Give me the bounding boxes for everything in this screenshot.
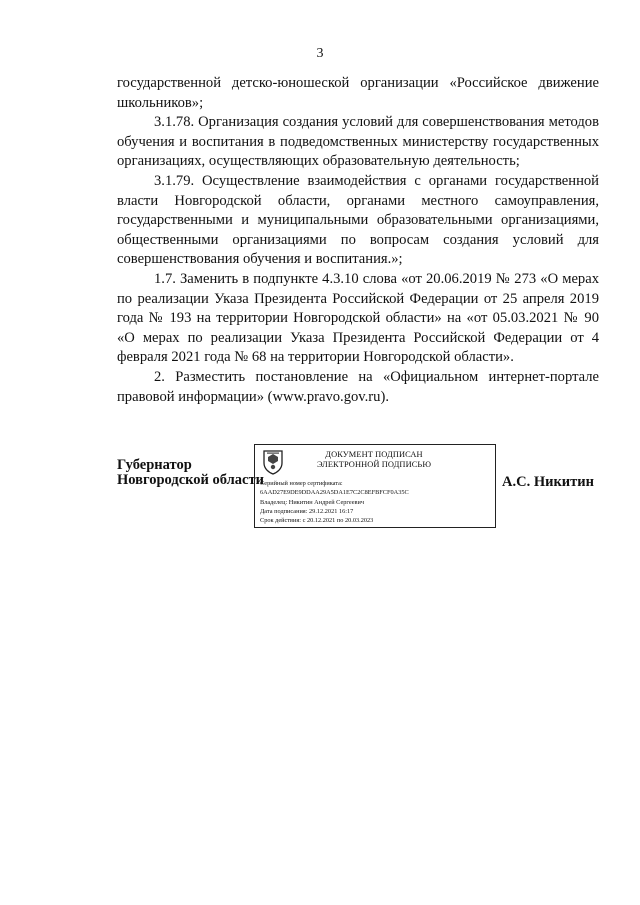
stamp-validity: Срок действия: с 20.12.2021 по 20.03.2023 (260, 517, 374, 525)
stamp-cert-label: Серийный номер сертификата: (260, 480, 343, 487)
paragraph-continuation: государственной детско-юношеской организации «Российское движение школьников»; (117, 75, 599, 111)
paragraph-3-1-79: 3.1.79. Осуществление взаимодействия с органами государственной власти Новгородской области, органами местного самоуправления, государственными и муниципальными образовательными организациями, общественными организациями по вопросам создания условий для совершенствования обучения и воспитания.»; (117, 172, 599, 268)
signer-position (117, 458, 264, 488)
stamp-title-line1: ДОКУМЕНТ ПОДПИСАН (325, 450, 423, 459)
coat-of-arms-icon (261, 449, 285, 475)
signature-block (0, 444, 640, 534)
document-body (117, 74, 599, 407)
stamp-signed-date: Дата подписания: 29.12.2021 16:17 (260, 507, 354, 515)
paragraph-3-1-78: 3.1.78. Организация создания условий для совершенствования методов обучения и воспитания в подведомственных министерству государственных организациях, осуществляющих образовательную деятельность; (117, 114, 599, 170)
signer-name: А.С. Никитин (502, 474, 594, 490)
signer-position-line1: Губернатор (117, 457, 192, 473)
page-number: 3 (316, 46, 324, 61)
stamp-details (260, 479, 409, 525)
stamp-title-line2: ЭЛЕКТРОННОЙ ПОДПИСЬЮ (316, 460, 432, 469)
stamp-cert-number: 6AAD27E9DE9DDAA29A5DA1E7C2C8EFBFCF0A35C (260, 489, 409, 497)
electronic-signature-stamp (254, 444, 496, 528)
paragraph-2: 2. Разместить постановление на «Официальном интернет-портале правовой информации» (www.pravo.gov.ru). (117, 368, 599, 405)
signer-position-line2: Новгородской области (117, 472, 264, 488)
stamp-title (289, 450, 459, 470)
stamp-owner: Владелец: Никитин Андрей Сергеевич (260, 498, 365, 506)
paragraph-1-7: 1.7. Заменить в подпункте 4.3.10 слова «от 20.06.2019 № 273 «О мерах по реализации Указа Президента Российской Федерации от 25 апреля 2019 года № 193 на территории Новгородской области» на «от 05.03.2021 № 90 «О мерах по реализации Указа Президента Российской Федерации от 4 февраля 2021 года № 68 на территории Новгородской области». (117, 270, 599, 366)
